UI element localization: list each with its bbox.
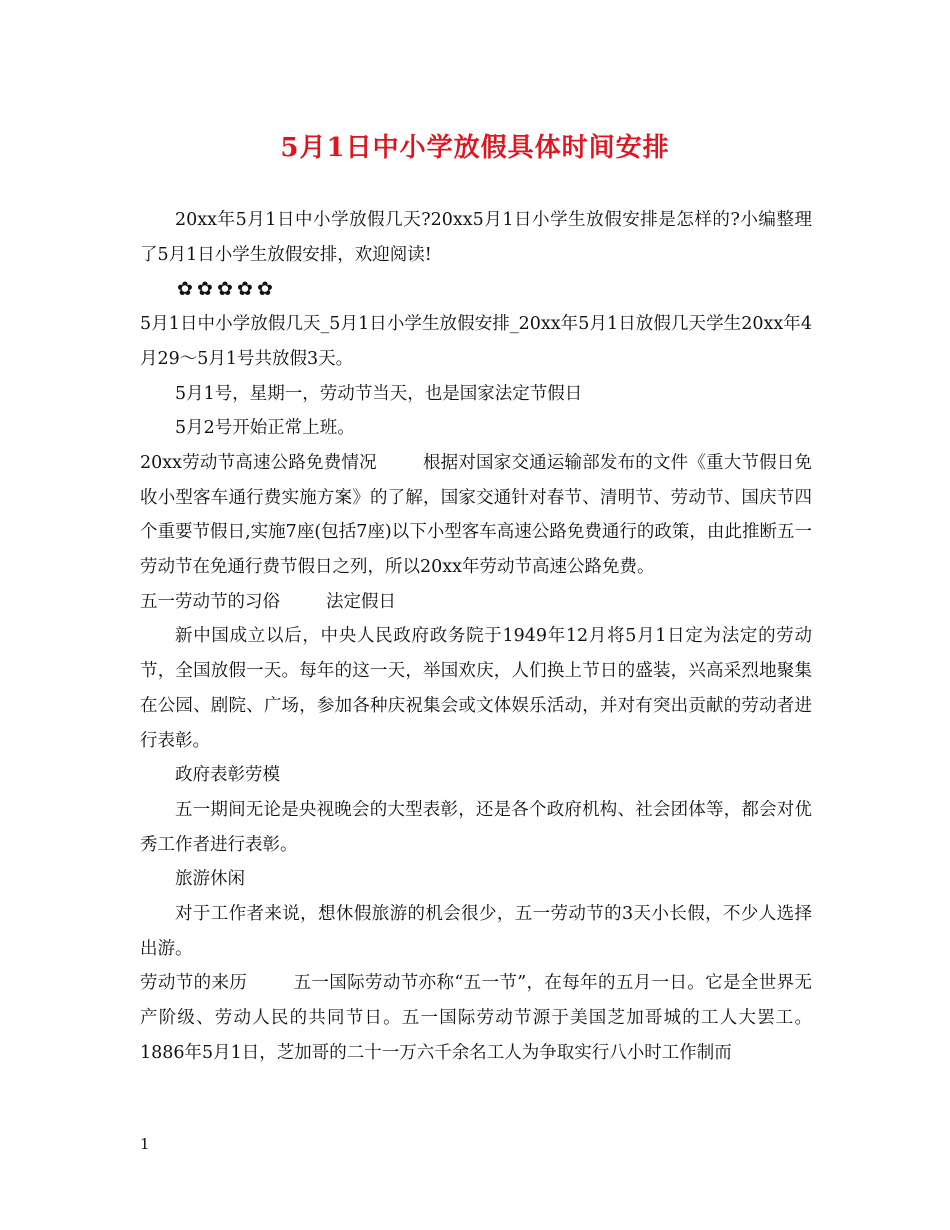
may-first-paragraph: 5月1号，星期一，劳动节当天，也是国家法定节假日: [175, 383, 583, 404]
document-body: [140, 203, 812, 1071]
origin-section-text: 五一国际劳动节亦称“五一节”，在每年的五月一日。它是全世界无产阶级、劳动人民的共同节日。五一国际劳动节源于美国芝加哥城的工人大罢工。1886年5月1日，芝加哥的二十一万六千余名工人为争取实行八小时工作制而: [140, 973, 812, 1063]
holiday-days-paragraph: 5月1日中小学放假几天_5月1日小学生放假安排_20xx年5月1日放假几天学生20xx年4月29～5月1号共放假3天。: [140, 314, 812, 369]
page-number: 1: [140, 1135, 150, 1153]
highway-section-heading: 20xx劳动节高速公路免费情况: [140, 452, 377, 473]
intro-paragraph: 20xx年5月1日中小学放假几天?20xx5月1日小学生放假安排是怎样的?小编整理了5月1日小学生放假安排，欢迎阅读!: [140, 210, 812, 265]
customs-section-heading: 五一劳动节的习俗: [140, 591, 280, 612]
document-title: 5月1日中小学放假具体时间安排: [280, 133, 670, 163]
may-second-paragraph: 5月2号开始正常上班。: [175, 418, 355, 439]
travel-heading: 旅游休闲: [175, 869, 245, 890]
honor-paragraph: 五一期间无论是央视晚会的大型表彰，还是各个政府机构、社会团体等，都会对优秀工作者进行表彰。: [140, 799, 812, 855]
travel-paragraph: 对于工作者来说，想休假旅游的机会很少，五一劳动节的3天小长假，不少人选择出游。: [140, 904, 812, 959]
decorative-stars-icon: ✿ ✿ ✿ ✿ ✿: [177, 278, 273, 301]
honor-heading: 政府表彰劳模: [175, 765, 280, 786]
customs-section: [140, 585, 812, 620]
customs-section-subheading: 法定假日: [326, 591, 396, 612]
highway-section-text: 根据对国家交通运输部发布的文件《重大节假日免收小型客车通行费实施方案》的了解，国家交通针对春节、清明节、劳动节、国庆节四个重要节假日,实施7座(包括7座)以下小型客车高速公路免费通行的政策，由此推断五一劳动节在免通行费节假日之列，所以20xx年劳动节高速公路免费。: [140, 452, 812, 578]
legal-holiday-paragraph: 新中国成立以后，中央人民政府政务院于1949年12月将5月1日定为法定的劳动节，全国放假一天。每年的这一天，举国欢庆，人们换上节日的盛装，兴高采烈地聚集在公园、剧院、广场，参加各种庆祝集会或文体娱乐活动，并对有突出贡献的劳动者进行表彰。: [140, 626, 812, 751]
origin-section-heading: 劳动节的来历: [140, 973, 248, 994]
origin-section: [140, 966, 812, 1070]
highway-section: [140, 446, 812, 585]
